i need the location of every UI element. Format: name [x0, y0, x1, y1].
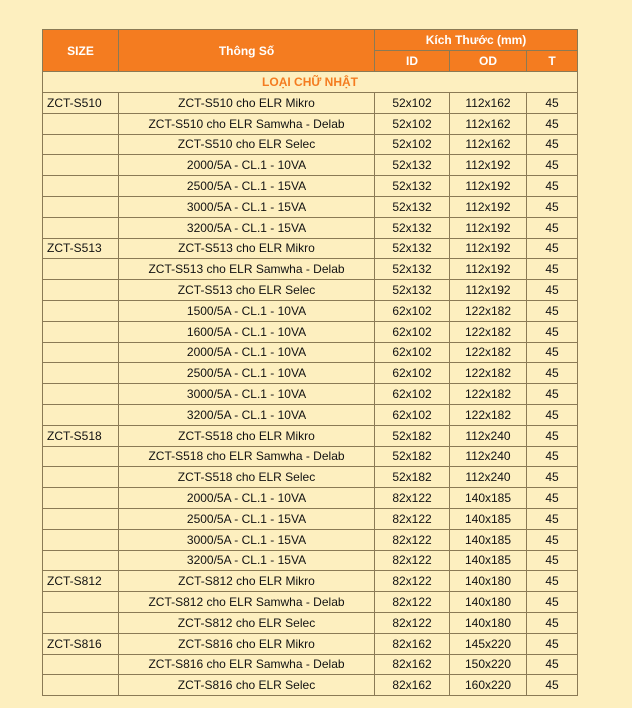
id-cell: 82x122	[375, 488, 450, 509]
od-cell: 140x185	[450, 488, 527, 509]
size-cell: ZCT-S816	[43, 633, 119, 654]
table-row	[43, 134, 578, 155]
t-cell: 45	[527, 612, 578, 633]
spec-cell: 3200/5A - CL.1 - 10VA	[119, 404, 375, 425]
table-row	[43, 488, 578, 509]
od-cell: 112x192	[450, 259, 527, 280]
table-row	[43, 675, 578, 696]
id-cell: 82x162	[375, 654, 450, 675]
spec-cell: 3000/5A - CL.1 - 15VA	[119, 529, 375, 550]
t-cell: 45	[527, 384, 578, 405]
id-cell: 52x102	[375, 93, 450, 114]
table-row	[43, 155, 578, 176]
size-cell	[43, 155, 119, 176]
spec-cell: 1600/5A - CL.1 - 10VA	[119, 321, 375, 342]
id-cell: 82x122	[375, 508, 450, 529]
od-cell: 112x192	[450, 155, 527, 176]
spec-cell: ZCT-S513 cho ELR Samwha - Delab	[119, 259, 375, 280]
od-cell: 112x192	[450, 196, 527, 217]
table-row	[43, 217, 578, 238]
table-row	[43, 384, 578, 405]
table-row	[43, 259, 578, 280]
header-dimensions: Kích Thước (mm)	[375, 30, 578, 51]
id-cell: 82x122	[375, 550, 450, 571]
size-cell	[43, 217, 119, 238]
id-cell: 52x132	[375, 259, 450, 280]
size-cell	[43, 363, 119, 384]
table-row	[43, 238, 578, 259]
od-cell: 112x192	[450, 280, 527, 301]
t-cell: 45	[527, 300, 578, 321]
t-cell: 45	[527, 196, 578, 217]
id-cell: 82x122	[375, 571, 450, 592]
id-cell: 82x162	[375, 633, 450, 654]
t-cell: 45	[527, 571, 578, 592]
size-cell	[43, 342, 119, 363]
id-cell: 52x132	[375, 176, 450, 197]
spec-cell: 3200/5A - CL.1 - 15VA	[119, 217, 375, 238]
size-cell	[43, 259, 119, 280]
od-cell: 122x182	[450, 404, 527, 425]
id-cell: 52x102	[375, 134, 450, 155]
category-label: LOẠI CHỮ NHẬT	[43, 72, 578, 93]
size-cell	[43, 404, 119, 425]
t-cell: 45	[527, 342, 578, 363]
od-cell: 112x162	[450, 134, 527, 155]
t-cell: 45	[527, 529, 578, 550]
t-cell: 45	[527, 113, 578, 134]
table-row	[43, 176, 578, 197]
od-cell: 140x180	[450, 571, 527, 592]
t-cell: 45	[527, 238, 578, 259]
id-cell: 62x102	[375, 363, 450, 384]
t-cell: 45	[527, 134, 578, 155]
od-cell: 160x220	[450, 675, 527, 696]
id-cell: 82x122	[375, 592, 450, 613]
t-cell: 45	[527, 633, 578, 654]
table-row	[43, 363, 578, 384]
table-row	[43, 529, 578, 550]
od-cell: 140x185	[450, 550, 527, 571]
size-cell	[43, 196, 119, 217]
spec-cell: 2000/5A - CL.1 - 10VA	[119, 155, 375, 176]
od-cell: 140x180	[450, 612, 527, 633]
t-cell: 45	[527, 404, 578, 425]
table-row	[43, 404, 578, 425]
spec-cell: ZCT-S812 cho ELR Samwha - Delab	[119, 592, 375, 613]
id-cell: 52x132	[375, 196, 450, 217]
od-cell: 122x182	[450, 384, 527, 405]
header-t: T	[527, 51, 578, 72]
od-cell: 140x185	[450, 508, 527, 529]
size-cell	[43, 321, 119, 342]
t-cell: 45	[527, 467, 578, 488]
id-cell: 52x102	[375, 113, 450, 134]
spec-cell: 3000/5A - CL.1 - 15VA	[119, 196, 375, 217]
spec-cell: 2500/5A - CL.1 - 15VA	[119, 176, 375, 197]
t-cell: 45	[527, 280, 578, 301]
header-spec: Thông Số	[119, 30, 375, 72]
t-cell: 45	[527, 217, 578, 238]
spec-cell: ZCT-S513 cho ELR Selec	[119, 280, 375, 301]
size-cell	[43, 113, 119, 134]
id-cell: 52x182	[375, 425, 450, 446]
table-row	[43, 342, 578, 363]
id-cell: 62x102	[375, 384, 450, 405]
t-cell: 45	[527, 446, 578, 467]
table-row	[43, 550, 578, 571]
spec-cell: 1500/5A - CL.1 - 10VA	[119, 300, 375, 321]
size-cell	[43, 529, 119, 550]
t-cell: 45	[527, 321, 578, 342]
t-cell: 45	[527, 155, 578, 176]
od-cell: 112x192	[450, 238, 527, 259]
spec-cell: ZCT-S812 cho ELR Selec	[119, 612, 375, 633]
spec-cell: ZCT-S513 cho ELR Mikro	[119, 238, 375, 259]
table-row	[43, 93, 578, 114]
table-row	[43, 300, 578, 321]
size-cell	[43, 176, 119, 197]
table-row	[43, 280, 578, 301]
header-id: ID	[375, 51, 450, 72]
t-cell: 45	[527, 654, 578, 675]
table-row	[43, 467, 578, 488]
t-cell: 45	[527, 592, 578, 613]
size-cell	[43, 508, 119, 529]
table-row	[43, 446, 578, 467]
size-cell: ZCT-S518	[43, 425, 119, 446]
size-cell	[43, 654, 119, 675]
od-cell: 150x220	[450, 654, 527, 675]
table-row	[43, 612, 578, 633]
id-cell: 52x182	[375, 467, 450, 488]
id-cell: 52x132	[375, 217, 450, 238]
size-cell	[43, 675, 119, 696]
t-cell: 45	[527, 363, 578, 384]
size-cell: ZCT-S513	[43, 238, 119, 259]
spec-cell: ZCT-S510 cho ELR Samwha - Delab	[119, 113, 375, 134]
od-cell: 112x240	[450, 425, 527, 446]
id-cell: 82x122	[375, 612, 450, 633]
od-cell: 112x162	[450, 113, 527, 134]
od-cell: 112x192	[450, 176, 527, 197]
spec-cell: 3000/5A - CL.1 - 10VA	[119, 384, 375, 405]
t-cell: 45	[527, 675, 578, 696]
spec-cell: ZCT-S816 cho ELR Mikro	[119, 633, 375, 654]
spec-cell: ZCT-S518 cho ELR Selec	[119, 467, 375, 488]
od-cell: 122x182	[450, 300, 527, 321]
id-cell: 62x102	[375, 321, 450, 342]
size-cell	[43, 300, 119, 321]
size-cell	[43, 467, 119, 488]
od-cell: 122x182	[450, 363, 527, 384]
header-od: OD	[450, 51, 527, 72]
id-cell: 52x132	[375, 155, 450, 176]
table-row	[43, 113, 578, 134]
spec-cell: ZCT-S816 cho ELR Samwha - Delab	[119, 654, 375, 675]
size-cell	[43, 134, 119, 155]
size-cell: ZCT-S510	[43, 93, 119, 114]
id-cell: 52x182	[375, 446, 450, 467]
table-row	[43, 654, 578, 675]
spec-cell: ZCT-S518 cho ELR Mikro	[119, 425, 375, 446]
spec-cell: 3200/5A - CL.1 - 15VA	[119, 550, 375, 571]
size-cell	[43, 488, 119, 509]
od-cell: 112x192	[450, 217, 527, 238]
id-cell: 62x102	[375, 404, 450, 425]
table-row	[43, 425, 578, 446]
spec-cell: ZCT-S816 cho ELR Selec	[119, 675, 375, 696]
spec-cell: ZCT-S812 cho ELR Mikro	[119, 571, 375, 592]
od-cell: 145x220	[450, 633, 527, 654]
spec-cell: ZCT-S518 cho ELR Samwha - Delab	[119, 446, 375, 467]
table-row	[43, 321, 578, 342]
spec-cell: 2000/5A - CL.1 - 10VA	[119, 342, 375, 363]
id-cell: 62x102	[375, 342, 450, 363]
size-cell	[43, 280, 119, 301]
id-cell: 52x132	[375, 238, 450, 259]
table-row	[43, 633, 578, 654]
size-cell	[43, 592, 119, 613]
size-cell	[43, 384, 119, 405]
od-cell: 122x182	[450, 342, 527, 363]
t-cell: 45	[527, 550, 578, 571]
od-cell: 140x180	[450, 592, 527, 613]
t-cell: 45	[527, 425, 578, 446]
spec-cell: 2500/5A - CL.1 - 10VA	[119, 363, 375, 384]
id-cell: 62x102	[375, 300, 450, 321]
t-cell: 45	[527, 488, 578, 509]
id-cell: 82x122	[375, 529, 450, 550]
t-cell: 45	[527, 259, 578, 280]
t-cell: 45	[527, 93, 578, 114]
spec-cell: ZCT-S510 cho ELR Mikro	[119, 93, 375, 114]
size-cell: ZCT-S812	[43, 571, 119, 592]
id-cell: 52x132	[375, 280, 450, 301]
spec-cell: ZCT-S510 cho ELR Selec	[119, 134, 375, 155]
table-row	[43, 508, 578, 529]
table-row	[43, 592, 578, 613]
header-size: SIZE	[43, 30, 119, 72]
spec-table	[42, 29, 578, 696]
size-cell	[43, 446, 119, 467]
od-cell: 140x185	[450, 529, 527, 550]
table-row	[43, 196, 578, 217]
t-cell: 45	[527, 508, 578, 529]
t-cell: 45	[527, 176, 578, 197]
id-cell: 82x162	[375, 675, 450, 696]
od-cell: 112x162	[450, 93, 527, 114]
od-cell: 122x182	[450, 321, 527, 342]
od-cell: 112x240	[450, 446, 527, 467]
size-cell	[43, 612, 119, 633]
spec-cell: 2000/5A - CL.1 - 10VA	[119, 488, 375, 509]
table-row	[43, 571, 578, 592]
size-cell	[43, 550, 119, 571]
spec-cell: 2500/5A - CL.1 - 15VA	[119, 508, 375, 529]
od-cell: 112x240	[450, 467, 527, 488]
